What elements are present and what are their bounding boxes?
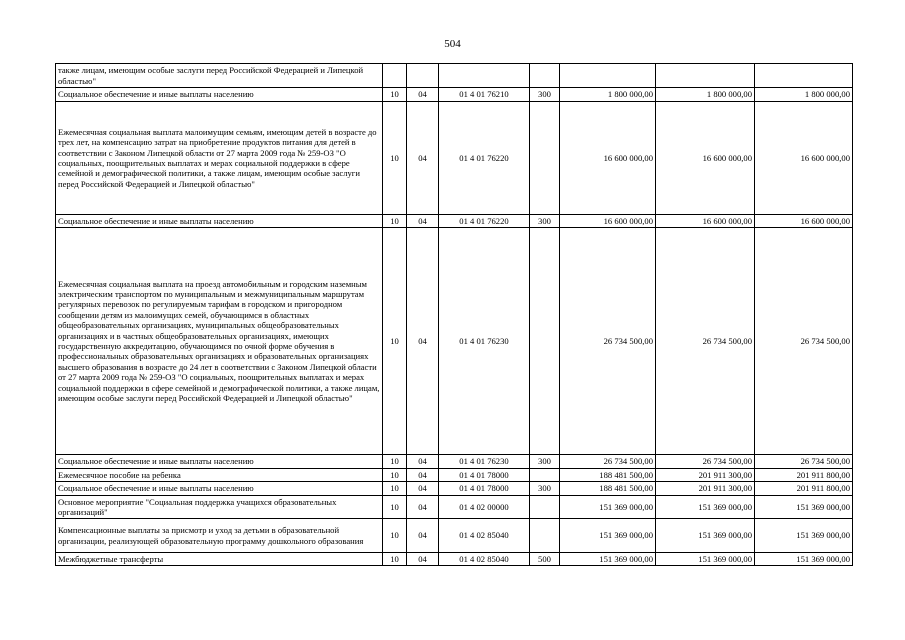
expense-type-cell: 300 bbox=[530, 88, 560, 102]
table-row bbox=[56, 88, 853, 102]
section-code-cell: 10 bbox=[383, 482, 407, 496]
expense-type-cell bbox=[530, 228, 560, 455]
target-article-cell: 01 4 01 78000 bbox=[439, 482, 530, 496]
table-row bbox=[56, 519, 853, 553]
amount-year-2-cell: 201 911 300,00 bbox=[656, 482, 755, 496]
subsection-code-cell: 04 bbox=[407, 469, 439, 482]
amount-year-3-cell: 151 369 000,00 bbox=[755, 496, 853, 519]
row-name-cell: Социальное обеспечение и иные выплаты населению bbox=[56, 215, 383, 228]
amount-year-3-cell: 1 800 000,00 bbox=[755, 88, 853, 102]
subsection-code-cell: 04 bbox=[407, 482, 439, 496]
expense-type-cell: 300 bbox=[530, 215, 560, 228]
section-code-cell: 10 bbox=[383, 455, 407, 469]
amount-year-2-cell: 1 800 000,00 bbox=[656, 88, 755, 102]
row-name-cell: Ежемесячная социальная выплата малоимущим семьям, имеющим детей в возрасте до трех лет, на компенсацию затрат на приобретение продуктов питания для детей в соответствии с Законом Липецкой области от 27 марта 2009 года № 259-ОЗ "О социальных, поощрительных выплатах и мерах социальной поддержки в сфере семейной и демографической политики, а также лицам, имеющим особые заслуги перед Российской Федерацией и Липецкой областью" bbox=[56, 102, 383, 215]
amount-year-1-cell: 188 481 500,00 bbox=[560, 469, 656, 482]
target-article-cell: 01 4 01 76230 bbox=[439, 228, 530, 455]
expense-type-cell bbox=[530, 102, 560, 215]
target-article-cell: 01 4 02 00000 bbox=[439, 496, 530, 519]
amount-year-2-cell: 16 600 000,00 bbox=[656, 215, 755, 228]
subsection-code-cell: 04 bbox=[407, 519, 439, 553]
table-row bbox=[56, 496, 853, 519]
amount-year-1-cell bbox=[560, 64, 656, 88]
expense-type-cell: 300 bbox=[530, 455, 560, 469]
amount-year-2-cell: 201 911 300,00 bbox=[656, 469, 755, 482]
amount-year-1-cell: 151 369 000,00 bbox=[560, 553, 656, 566]
table-row bbox=[56, 215, 853, 228]
section-code-cell: 10 bbox=[383, 519, 407, 553]
amount-year-2-cell: 151 369 000,00 bbox=[656, 496, 755, 519]
row-name-cell: Социальное обеспечение и иные выплаты населению bbox=[56, 455, 383, 469]
section-code-cell: 10 bbox=[383, 88, 407, 102]
target-article-cell: 01 4 01 76220 bbox=[439, 102, 530, 215]
target-article-cell: 01 4 01 78000 bbox=[439, 469, 530, 482]
amount-year-2-cell bbox=[656, 64, 755, 88]
amount-year-3-cell: 151 369 000,00 bbox=[755, 553, 853, 566]
row-name-cell: Компенсационные выплаты за присмотр и уход за детьми в образовательной организации, реализующей образовательную программу дошкольного образования bbox=[56, 519, 383, 553]
amount-year-1-cell: 151 369 000,00 bbox=[560, 496, 656, 519]
amount-year-3-cell: 26 734 500,00 bbox=[755, 228, 853, 455]
table-row bbox=[56, 228, 853, 455]
amount-year-2-cell: 151 369 000,00 bbox=[656, 553, 755, 566]
table-row bbox=[56, 553, 853, 566]
amount-year-1-cell: 16 600 000,00 bbox=[560, 215, 656, 228]
target-article-cell: 01 4 01 76230 bbox=[439, 455, 530, 469]
amount-year-3-cell: 201 911 800,00 bbox=[755, 482, 853, 496]
table-row bbox=[56, 469, 853, 482]
subsection-code-cell: 04 bbox=[407, 496, 439, 519]
amount-year-3-cell: 201 911 800,00 bbox=[755, 469, 853, 482]
amount-year-3-cell: 26 734 500,00 bbox=[755, 455, 853, 469]
subsection-code-cell: 04 bbox=[407, 88, 439, 102]
amount-year-1-cell: 1 800 000,00 bbox=[560, 88, 656, 102]
amount-year-1-cell: 26 734 500,00 bbox=[560, 228, 656, 455]
section-code-cell: 10 bbox=[383, 496, 407, 519]
row-name-cell: Социальное обеспечение и иные выплаты населению bbox=[56, 482, 383, 496]
expense-type-cell bbox=[530, 519, 560, 553]
amount-year-2-cell: 26 734 500,00 bbox=[656, 455, 755, 469]
amount-year-3-cell: 16 600 000,00 bbox=[755, 215, 853, 228]
table-row bbox=[56, 482, 853, 496]
expense-type-cell: 300 bbox=[530, 482, 560, 496]
subsection-code-cell: 04 bbox=[407, 215, 439, 228]
row-name-cell: Социальное обеспечение и иные выплаты населению bbox=[56, 88, 383, 102]
target-article-cell: 01 4 02 85040 bbox=[439, 519, 530, 553]
amount-year-2-cell: 151 369 000,00 bbox=[656, 519, 755, 553]
subsection-code-cell bbox=[407, 64, 439, 88]
amount-year-1-cell: 151 369 000,00 bbox=[560, 519, 656, 553]
expense-type-cell bbox=[530, 496, 560, 519]
expense-type-cell bbox=[530, 64, 560, 88]
section-code-cell: 10 bbox=[383, 553, 407, 566]
section-code-cell: 10 bbox=[383, 102, 407, 215]
amount-year-1-cell: 16 600 000,00 bbox=[560, 102, 656, 215]
expense-type-cell: 500 bbox=[530, 553, 560, 566]
amount-year-3-cell: 151 369 000,00 bbox=[755, 519, 853, 553]
target-article-cell: 01 4 01 76220 bbox=[439, 215, 530, 228]
section-code-cell: 10 bbox=[383, 228, 407, 455]
amount-year-2-cell: 16 600 000,00 bbox=[656, 102, 755, 215]
row-name-cell: Ежемесячное пособие на ребенка bbox=[56, 469, 383, 482]
table-row bbox=[56, 455, 853, 469]
amount-year-3-cell bbox=[755, 64, 853, 88]
row-name-cell: Основное мероприятие "Социальная поддержка учащихся образовательных организаций" bbox=[56, 496, 383, 519]
section-code-cell: 10 bbox=[383, 469, 407, 482]
subsection-code-cell: 04 bbox=[407, 102, 439, 215]
table-row bbox=[56, 64, 853, 88]
table-row bbox=[56, 102, 853, 215]
row-name-cell: Ежемесячная социальная выплата на проезд автомобильным и городским наземным электрическим транспортом по муниципальным и межмуниципальным маршрутам регулярных перевозок по регулируемым тарифам в городском и пригородном сообщении детям из малоимущих семей, обучающимся в областных общеобразовательных организациях, муниципальных общеобразовательных организациях и в частных общеобразовательных организациях, имеющих государственную аккредитацию, обучающимся по очной форме обучения в профессиональных образовательных организациях и образовательных организациях высшего образования в возрасте до 24 лет в соответствии с Законом Липецкой области от 27 марта 2009 года № 259-ОЗ "О социальных, поощрительных выплатах и мерах социальной поддержки в сфере семейной и демографической политики, а также лицам, имеющим особые заслуги перед Российской Федерацией и Липецкой областью" bbox=[56, 228, 383, 455]
amount-year-1-cell: 188 481 500,00 bbox=[560, 482, 656, 496]
amount-year-3-cell: 16 600 000,00 bbox=[755, 102, 853, 215]
target-article-cell bbox=[439, 64, 530, 88]
row-name-cell: Межбюджетные трансферты bbox=[56, 553, 383, 566]
target-article-cell: 01 4 01 76210 bbox=[439, 88, 530, 102]
amount-year-1-cell: 26 734 500,00 bbox=[560, 455, 656, 469]
section-code-cell bbox=[383, 64, 407, 88]
subsection-code-cell: 04 bbox=[407, 228, 439, 455]
amount-year-2-cell: 26 734 500,00 bbox=[656, 228, 755, 455]
subsection-code-cell: 04 bbox=[407, 455, 439, 469]
subsection-code-cell: 04 bbox=[407, 553, 439, 566]
section-code-cell: 10 bbox=[383, 215, 407, 228]
budget-table bbox=[55, 63, 853, 566]
row-name-cell: также лицам, имеющим особые заслуги перед Российской Федерацией и Липецкой областью" bbox=[56, 64, 383, 88]
target-article-cell: 01 4 02 85040 bbox=[439, 553, 530, 566]
page-number: 504 bbox=[444, 38, 461, 50]
expense-type-cell bbox=[530, 469, 560, 482]
